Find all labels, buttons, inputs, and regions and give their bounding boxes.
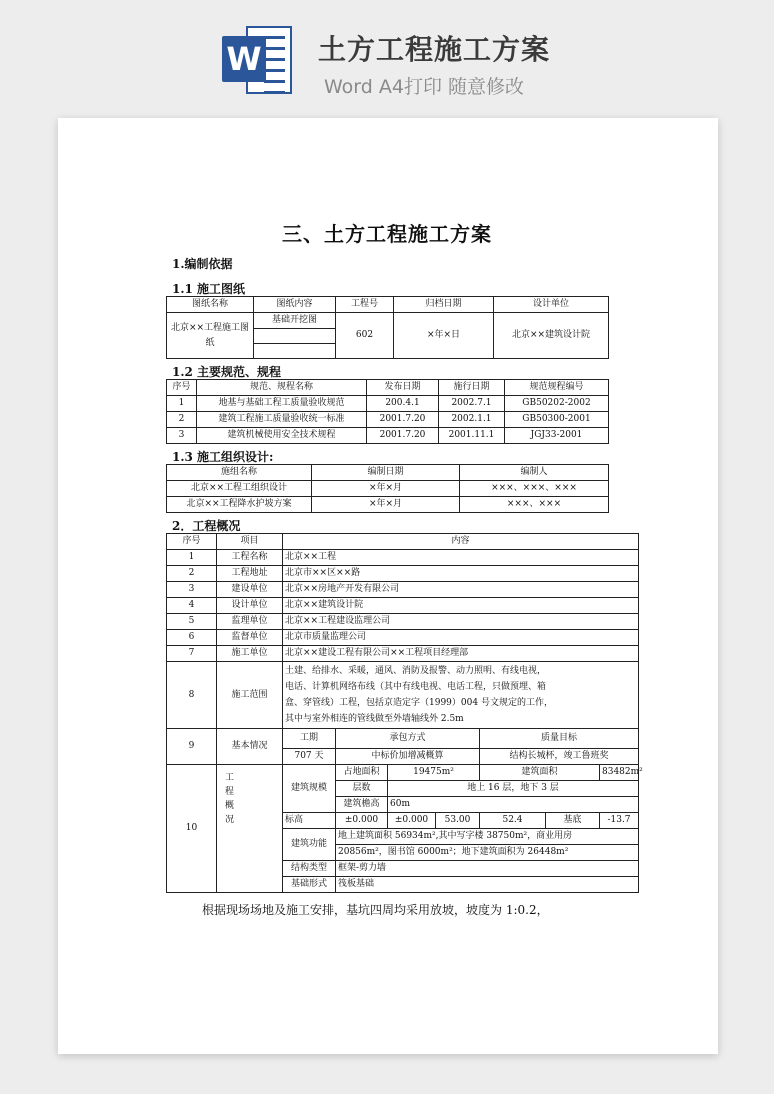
table-row	[167, 598, 639, 614]
table-row	[167, 630, 639, 646]
table-header: 施组名称	[167, 465, 312, 481]
table-row	[167, 481, 609, 497]
table-cell	[254, 344, 336, 359]
scope-cell	[283, 662, 639, 729]
table-row	[167, 765, 639, 781]
table-cell: ×年×日	[394, 313, 494, 359]
table-cell: 20856m²，图书馆 6000m²；地下建筑面积为 26448m²	[336, 845, 639, 861]
table-header: 施行日期	[439, 380, 505, 396]
section-org-design: 1.3 施工组织设计:	[172, 450, 274, 464]
document-content	[166, 218, 643, 918]
table-cell: 4	[167, 598, 217, 614]
table-cell: 中标价加增减概算	[336, 749, 480, 765]
table-cell: 2	[167, 566, 217, 582]
table-cell: 标高	[283, 813, 336, 829]
table-row	[167, 497, 609, 513]
table-cell: 7	[167, 646, 217, 662]
scope-line: 电话、计算机网络布线（其中有线电视、电话工程，只做预埋、箱	[285, 682, 547, 692]
table-row	[167, 646, 639, 662]
table-cell: 建筑功能	[283, 829, 336, 861]
section-standards: 1.2 主要规范、规程	[172, 365, 282, 379]
table-cell: ×××、×××	[460, 497, 609, 513]
item-char: 工	[225, 773, 235, 783]
table-cell: 北京××建筑设计院	[283, 598, 639, 614]
table-row	[167, 582, 639, 598]
table-cell: 北京××工程建设监理公司	[283, 614, 639, 630]
table-header: 编制人	[460, 465, 609, 481]
table-row	[167, 550, 639, 566]
table-cell: 施工范围	[217, 662, 283, 729]
table-header: 规范规程编号	[505, 380, 609, 396]
table-row	[167, 412, 609, 428]
table-cell: 2001.7.20	[367, 412, 439, 428]
table-cell: 建设单位	[217, 582, 283, 598]
standards-table	[166, 379, 609, 444]
table-cell: ±0.000	[388, 813, 436, 829]
table-row	[167, 614, 639, 630]
table-cell: 筏板基础	[336, 877, 639, 893]
table-header: 设计单位	[494, 297, 609, 313]
table-cell: 3	[167, 428, 197, 444]
table-row	[167, 396, 609, 412]
scope-line: 盒、穿管线）工程，包括京造定字（1999）004 号文规定的工作，	[285, 698, 553, 708]
table-cell: 建筑机械使用安全技术规程	[197, 428, 367, 444]
table-cell: 北京××建筑设计院	[494, 313, 609, 359]
table-cell: 北京××工程	[283, 550, 639, 566]
item-char: 况	[225, 815, 235, 825]
table-cell: 质量目标	[480, 729, 639, 749]
table-header: 内容	[283, 534, 639, 550]
table-cell: 北京××工程工组织设计	[167, 481, 312, 497]
table-cell: 监理单位	[217, 614, 283, 630]
word-letter: W	[222, 36, 266, 82]
table-cell: 工期	[283, 729, 336, 749]
section-basis: 1.编制依据	[172, 257, 233, 271]
table-cell: 施工单位	[217, 646, 283, 662]
body-paragraph: 根据现场场地及施工安排，基坑四周均采用放坡，坡度为 1:0.2，	[202, 903, 549, 917]
table-row	[167, 662, 639, 729]
table-cell: GB50300-2001	[505, 412, 609, 428]
table-cell: 3	[167, 582, 217, 598]
table-cell: 建筑规模	[283, 765, 336, 813]
table-cell: 框架-剪力墙	[336, 861, 639, 877]
table-cell: 2001.11.1	[439, 428, 505, 444]
table-cell	[254, 329, 336, 344]
table-header: 图纸内容	[254, 297, 336, 313]
table-cell: 北京市××区××路	[283, 566, 639, 582]
table-cell: ×年×月	[312, 481, 460, 497]
table-header: 规范、规程名称	[197, 380, 367, 396]
table-cell: 9	[167, 729, 217, 765]
table-row	[167, 729, 639, 749]
section-overview: 2．工程概况	[172, 519, 241, 533]
table-header: 序号	[167, 380, 197, 396]
table-cell: 2	[167, 412, 197, 428]
word-icon	[222, 24, 294, 96]
table-cell: 设计单位	[217, 598, 283, 614]
banner-subtitle: Word A4打印 随意修改	[324, 76, 525, 98]
table-cell	[217, 765, 283, 893]
section-drawings: 1.1 施工图纸	[172, 282, 246, 296]
table-cell: 200.4.1	[367, 396, 439, 412]
table-cell: 监督单位	[217, 630, 283, 646]
table-header: 归档日期	[394, 297, 494, 313]
table-cell: 52.4	[480, 813, 546, 829]
table-cell: ×年×月	[312, 497, 460, 513]
table-cell: 707 天	[283, 749, 336, 765]
table-cell: 5	[167, 614, 217, 630]
table-cell: 结构长城杯，竣工鲁班奖	[480, 749, 639, 765]
table-cell: 19475m²	[388, 765, 480, 781]
drawings-table	[166, 296, 609, 359]
table-cell: 10	[167, 765, 217, 893]
table-cell: 2002.7.1	[439, 396, 505, 412]
table-cell: 占地面积	[336, 765, 388, 781]
table-cell: 602	[336, 313, 394, 359]
table-cell: 基础开挖图	[254, 313, 336, 329]
table-cell: 层数	[336, 781, 388, 797]
table-cell: JGJ33-2001	[505, 428, 609, 444]
table-cell: 北京××建设工程有限公司××工程项目经理部	[283, 646, 639, 662]
table-row	[167, 428, 609, 444]
table-cell: 北京××工程施工图纸	[167, 313, 254, 359]
table-header: 序号	[167, 534, 217, 550]
banner-title: 土方工程施工方案	[318, 33, 551, 66]
table-cell: 建筑工程施工质量验收统一标准	[197, 412, 367, 428]
table-cell: 基础形式	[283, 877, 336, 893]
table-row	[167, 566, 639, 582]
table-cell: 8	[167, 662, 217, 729]
table-cell: 地基与基础工程工质量验收规范	[197, 396, 367, 412]
table-cell: 北京市质量监理公司	[283, 630, 639, 646]
table-cell: GB50202-2002	[505, 396, 609, 412]
table-header: 编制日期	[312, 465, 460, 481]
document-page	[58, 118, 718, 1054]
table-cell: 承包方式	[336, 729, 480, 749]
item-char: 概	[225, 801, 235, 811]
table-header: 图纸名称	[167, 297, 254, 313]
overview-table	[166, 533, 643, 893]
table-cell: 基本情况	[217, 729, 283, 765]
table-cell: 1	[167, 396, 197, 412]
table-cell: 1	[167, 550, 217, 566]
org-design-table	[166, 464, 609, 513]
table-cell: 60m	[388, 797, 639, 813]
table-header: 工程号	[336, 297, 394, 313]
table-cell: 地上 16 层，地下 3 层	[388, 781, 639, 797]
table-cell: 53.00	[436, 813, 480, 829]
item-char: 程	[225, 787, 235, 797]
table-cell: 建筑檐高	[336, 797, 388, 813]
table-cell: 83482m²	[600, 765, 639, 781]
table-cell: ±0.000	[336, 813, 388, 829]
table-cell: -13.7	[600, 813, 639, 829]
table-cell: 建筑面积	[480, 765, 600, 781]
scope-line: 土建、给排水、采暖，通风、消防及报警、动力照明、有线电视，	[285, 666, 547, 676]
table-cell: ×××、×××、×××	[460, 481, 609, 497]
table-header: 项目	[217, 534, 283, 550]
doc-title: 三、土方工程施工方案	[282, 222, 492, 246]
table-cell: 基底	[546, 813, 600, 829]
table-cell: 6	[167, 630, 217, 646]
table-cell: 北京××房地产开发有限公司	[283, 582, 639, 598]
table-cell: 北京××工程降水护坡方案	[167, 497, 312, 513]
table-cell: 2002.1.1	[439, 412, 505, 428]
scope-line: 其中与室外相连的管线做至外墙轴线外 2.5m	[285, 714, 464, 724]
table-cell: 地上建筑面积 56934m²,其中写字楼 38750m²，商业用房	[336, 829, 639, 845]
table-cell: 工程地址	[217, 566, 283, 582]
table-cell: 工程名称	[217, 550, 283, 566]
table-cell: 2001.7.20	[367, 428, 439, 444]
table-cell: 结构类型	[283, 861, 336, 877]
table-header: 发布日期	[367, 380, 439, 396]
header-banner	[0, 0, 774, 108]
